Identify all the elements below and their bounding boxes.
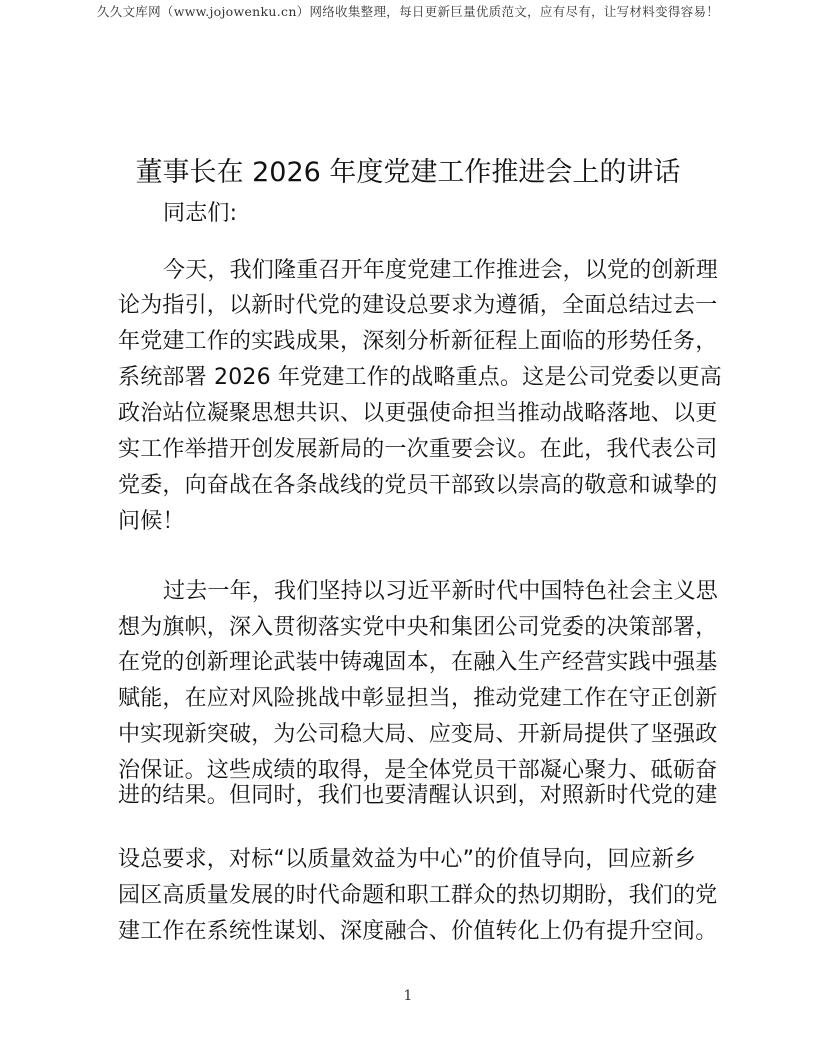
paragraph-line: 党委，向奋战在各条战线的党员干部致以崇高的敬意和诚挚的 (118, 473, 718, 498)
paragraph-line: 实工作举措开创发展新局的一次重要会议。在此，我代表公司 (118, 437, 718, 462)
paragraph-line: 建工作在系统性谋划、深度融合、价值转化上仍有提升空间。 (118, 919, 718, 944)
paragraph-line: 在党的创新理论武装中铸魂固本，在融入生产经营实践中强基 (118, 650, 718, 675)
document-title: 董事长在 2026 年度党建工作推进会上的讲话 (135, 157, 681, 188)
paragraph-line: 赋能，在应对风险挑战中彰显担当，推动党建工作在守正创新 (118, 686, 718, 711)
paragraph-line: 园区高质量发展的时代命题和职工群众的热切期盼，我们的党 (118, 883, 718, 908)
salutation: 同志们: (163, 201, 238, 226)
paragraph-line: 年党建工作的实践成果，深刻分析新征程上面临的形势任务， (118, 329, 718, 354)
page-number: 1 (403, 988, 413, 1004)
paragraph-line: 系统部署 2026 年党建工作的战略重点。这是公司党委以更高 (118, 365, 722, 390)
paragraph-line: 今天，我们隆重召开年度党建工作推进会，以党的创新理 (163, 258, 719, 283)
paragraph-line: 中实现新突破，为公司稳大局、应变局、开新局提供了坚强政 (118, 722, 718, 747)
paragraph-line: 问候！ (118, 509, 185, 534)
site-watermark-header: 久久文库网（www.jojowenku.cn）网络收集整理，每日更新巨量优质范文，应有尽有，让写材料变得容易！ (96, 4, 720, 19)
paragraph-line: 设总要求，对标“以质量效益为中心”的价值导向，回应新乡 (118, 847, 697, 872)
paragraph-line: 过去一年，我们坚持以习近平新时代中国特色社会主义思 (163, 579, 719, 604)
paragraph-line: 想为旗帜，深入贯彻落实党中央和集团公司党委的决策部署， (118, 615, 718, 640)
paragraph-line: 治保证。这些成绩的取得，是全体党员干部凝心聚力、砥砺奋 (118, 758, 718, 783)
paragraph-line: 进的结果。但同时，我们也要清醒认识到，对照新时代党的建 (118, 783, 718, 808)
paragraph-line: 政治站位凝聚思想共识、以更强使命担当推动战略落地、以更 (118, 401, 718, 426)
paragraph-line: 论为指引，以新时代党的建设总要求为遵循，全面总结过去一 (118, 293, 718, 318)
